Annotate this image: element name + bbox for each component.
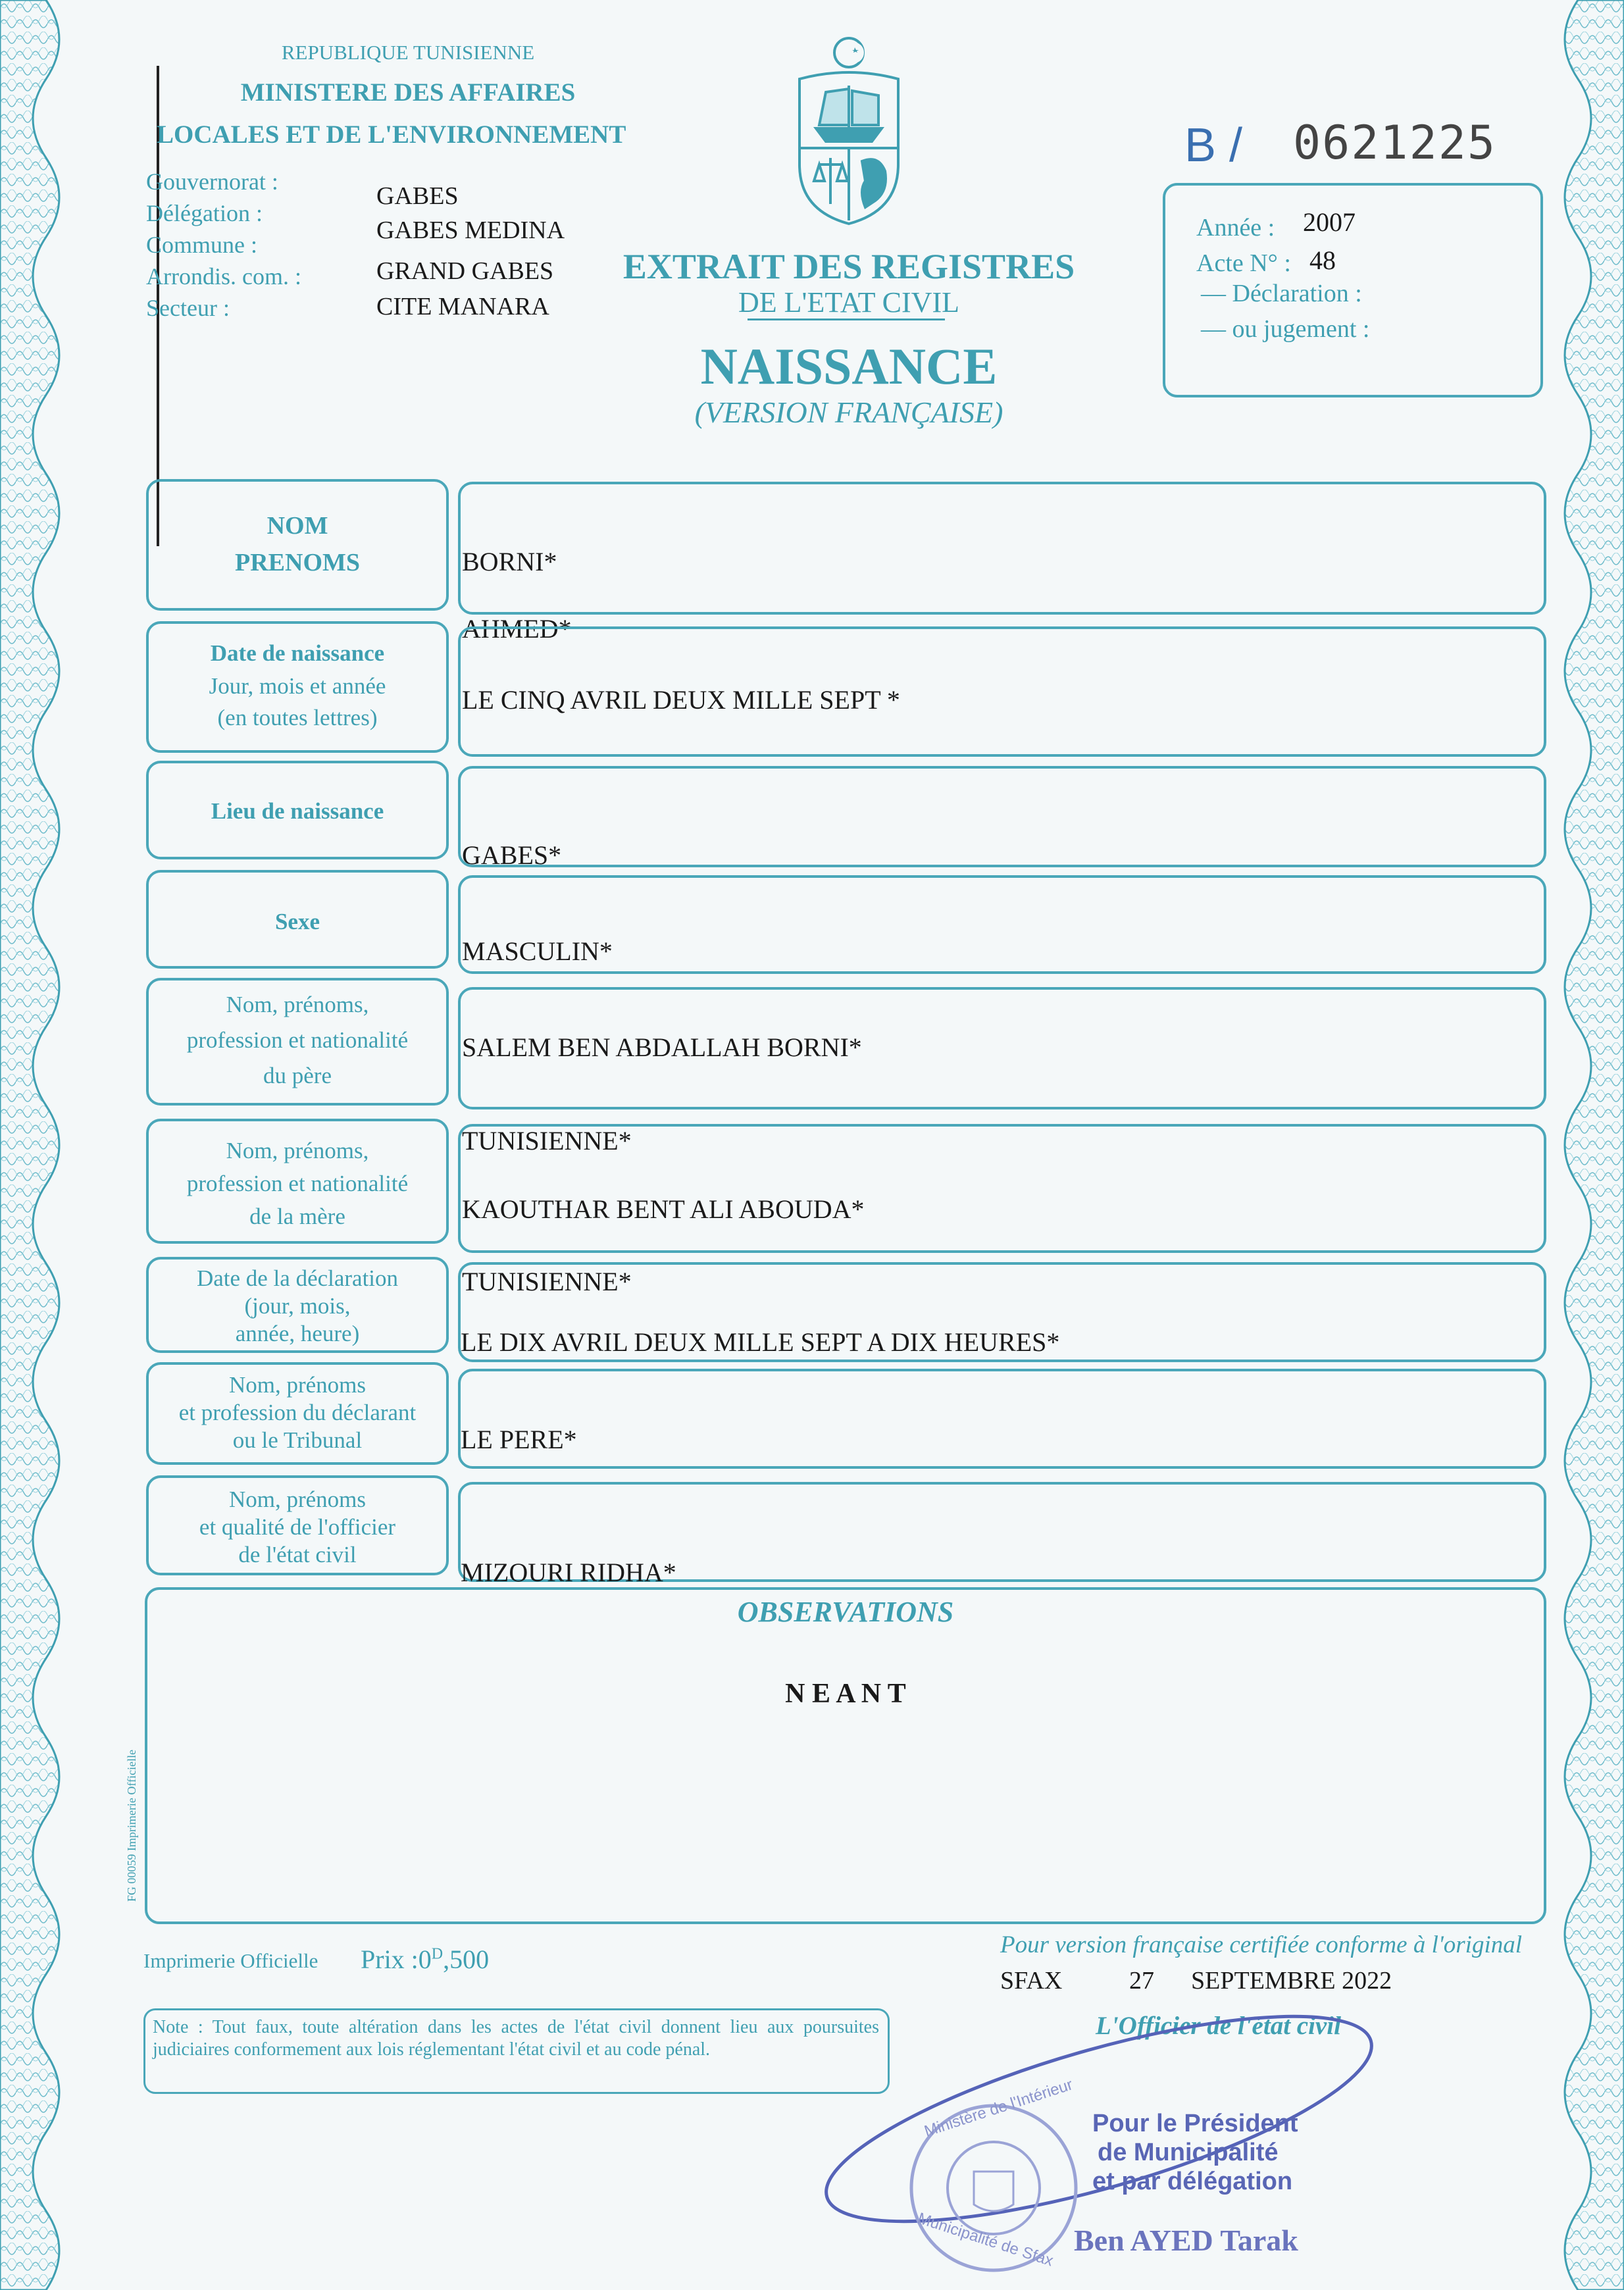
- arrondissement-value: GRAND GABES: [376, 257, 554, 285]
- officier-label-1: Nom, prénoms: [228, 1487, 367, 1512]
- acte-label: Acte N° :: [1196, 249, 1291, 277]
- serial-number: 0621225: [1293, 116, 1497, 170]
- officier-label-2: et qualité de l'officier: [199, 1514, 396, 1540]
- declaration-date-label-2: (jour, mois,: [244, 1293, 351, 1319]
- serial-prefix: B /: [1184, 119, 1243, 172]
- row-value-box: [458, 1369, 1546, 1469]
- arrondissement-label: Arrondis. com. :: [146, 263, 301, 290]
- observations-title: OBSERVATIONS: [737, 1596, 954, 1628]
- pere-label-2: profession et nationalité: [186, 1027, 409, 1053]
- gouvernorat-value: GABES: [376, 182, 459, 210]
- date-naissance-value: LE CINQ AVRIL DEUX MILLE SEPT *: [462, 685, 900, 715]
- observations-box: [145, 1587, 1546, 1924]
- declarant-label-2: et profession du déclarant: [178, 1400, 417, 1425]
- pere-value: SALEM BEN ABDALLAH BORNI*: [462, 1032, 862, 1062]
- pere-label-1: Nom, prénoms,: [226, 992, 369, 1017]
- row-value-box: [458, 1124, 1546, 1253]
- nom-value: BORNI*: [462, 547, 557, 576]
- mere-value: KAOUTHAR BENT ALI ABOUDA*: [462, 1194, 865, 1224]
- stamp-line1: Pour le Président: [1092, 2110, 1298, 2137]
- mere-label-3: de la mère: [249, 1204, 345, 1229]
- declarant-value: LE PERE*: [461, 1425, 577, 1454]
- prix: Prix $:0^D,500$: [361, 1945, 490, 1974]
- mere-nationalite-value: TUNISIENNE*: [462, 1267, 632, 1296]
- ministere-line1: MINISTERE DES AFFAIRES: [240, 78, 576, 107]
- place: SFAX: [1000, 1967, 1063, 1995]
- stamp-line2: de Municipalité: [1098, 2139, 1279, 2166]
- declaration-label: — Déclaration :: [1201, 280, 1362, 307]
- day: 27: [1129, 1967, 1154, 1995]
- row-value-box: [458, 766, 1546, 867]
- date-naissance-label: Date de naissance: [210, 640, 385, 666]
- date-naissance-sublabel: Jour, mois et année: [209, 673, 386, 699]
- sexe-value: MASCULIN*: [462, 936, 613, 966]
- pere-nationalite-value: TUNISIENNE*: [462, 1126, 632, 1156]
- commune-label: Commune :: [146, 232, 257, 258]
- left-guilloche-border: [0, 0, 99, 2290]
- date-naissance-hint: (en toutes lettres): [217, 705, 378, 730]
- sexe-label: Sexe: [274, 909, 320, 934]
- tunisia-coat-of-arms-icon: [786, 33, 911, 230]
- month-year: SEPTEMBRE 2022: [1191, 1967, 1392, 1995]
- officier-title: L'Officier de l'état civil: [1096, 2012, 1341, 2040]
- nom-label: NOM: [266, 512, 328, 540]
- municipal-seal-icon: [895, 2093, 1092, 2283]
- mere-label-2: profession et nationalité: [186, 1171, 409, 1196]
- title-naissance: NAISSANCE: [700, 338, 998, 395]
- delegation-label: Délégation :: [146, 200, 263, 226]
- republique-label: REPUBLIQUE TUNISIENNE: [281, 41, 535, 64]
- acte-value: 48: [1309, 245, 1336, 275]
- note-text: Note : Tout faux, toute altération dans les actes de l'état civil donnent lieu aux poursuites judiciaires conformement aux lois réglementant l'état civil et au code pénal.: [153, 2017, 879, 2060]
- seal-top-text: Ministère de l'Intérieur: [922, 2075, 1075, 2141]
- seal-bottom-text: Municipalité de Sfax: [915, 2209, 1055, 2270]
- stamp-name: Ben AYED Tarak: [1074, 2224, 1298, 2257]
- secteur-value: CITE MANARA: [376, 293, 549, 320]
- declaration-date-label-1: Date de la déclaration: [196, 1265, 399, 1291]
- side-print: FG 00059 Imprimerie Officielle: [125, 1749, 138, 1902]
- jugement-label: — ou jugement :: [1201, 315, 1370, 343]
- stamp-line3: et par délégation: [1092, 2168, 1293, 2195]
- lieu-naissance-value: GABES*: [462, 840, 562, 870]
- title-extrait: EXTRAIT DES REGISTRES: [622, 247, 1075, 286]
- officier-value: MIZOURI RIDHA*: [461, 1558, 676, 1587]
- officier-label-3: de l'état civil: [238, 1542, 357, 1567]
- pere-label-3: du père: [263, 1063, 332, 1088]
- declarant-label-1: Nom, prénoms: [228, 1372, 367, 1398]
- annee-value: 2007: [1303, 207, 1356, 237]
- row-value-box: [458, 875, 1546, 974]
- declaration-date-label-3: année, heure): [235, 1321, 360, 1346]
- imprimerie-label: Imprimerie Officielle: [143, 1949, 318, 1972]
- prenoms-label: PRENOMS: [235, 549, 360, 576]
- declarant-label-3: ou le Tribunal: [232, 1427, 363, 1453]
- observations-text: N E A N T: [785, 1679, 906, 1709]
- row-value-box: [458, 482, 1546, 615]
- admin-fields: [146, 166, 301, 324]
- row-label-box: [146, 479, 449, 611]
- title-version: (VERSION FRANÇAISE): [694, 395, 1003, 429]
- gouvernorat-label: Gouvernorat :: [146, 168, 278, 195]
- title-underline: [748, 318, 945, 320]
- title-etat-civil: DE L'ETAT CIVIL: [738, 286, 959, 318]
- delegation-value: GABES MEDINA: [376, 216, 565, 244]
- annee-label: Année :: [1196, 214, 1275, 242]
- mere-label-1: Nom, prénoms,: [226, 1138, 369, 1163]
- prenoms-value: AHMED*: [462, 614, 572, 644]
- certification-text: Pour version française certifiée conforme à l'original: [1000, 1931, 1523, 1958]
- lieu-naissance-label: Lieu de naissance: [211, 798, 384, 824]
- secteur-label: Secteur :: [146, 295, 230, 321]
- declaration-date-value: LE DIX AVRIL DEUX MILLE SEPT A DIX HEURES*: [461, 1327, 1060, 1357]
- ministere-line2: LOCALES ET DE L'ENVIRONNEMENT: [157, 120, 626, 149]
